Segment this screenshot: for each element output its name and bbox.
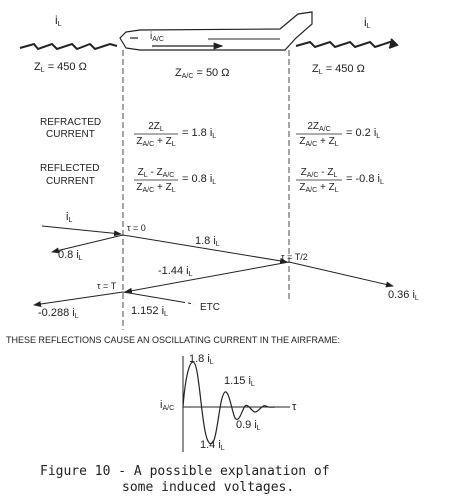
- right-reflected-result: = -0.8 $i_L$: [346, 173, 384, 186]
- right-current-label: $i_L$: [364, 15, 371, 30]
- waveform-axes: [183, 353, 290, 452]
- refracted-label-line2: CURRENT: [46, 129, 95, 140]
- left-current-label: $i_L$: [55, 13, 62, 28]
- second-reflection-label: -1.44 $i_L$: [158, 265, 193, 278]
- right-lightning-lead: [296, 39, 397, 48]
- right-refracted-result: = 0.2 $i_L$: [346, 127, 381, 140]
- right-refracted-denominator: $Z_{A/C} + Z_L$: [299, 136, 339, 148]
- caption-line1: Figure 10 - A possible explanation of: [40, 464, 330, 479]
- peak1-label: 1.8 $i_L$: [189, 353, 214, 366]
- right-reflected-numerator: $Z_{A/C} - Z_L$: [300, 167, 338, 179]
- reflected-label-line2: CURRENT: [46, 176, 95, 187]
- left-lightning-lead: [20, 44, 117, 49]
- time-half-period-label: τ = T/2: [281, 252, 308, 262]
- right-refracted-numerator: $2Z_{A/C}$: [307, 121, 331, 133]
- left-reflected-numerator: $Z_L - Z_{A/C}$: [137, 167, 175, 179]
- right-reflected-denominator: $Z_{A/C} + Z_L$: [299, 182, 339, 194]
- waveform-y-label: $i_{A/C}$: [160, 399, 175, 412]
- peak2-label: 1.15 $i_L$: [224, 375, 255, 388]
- aircraft-shape: [120, 12, 312, 50]
- second-transmitted-label: 0.36 $i_L$: [388, 289, 419, 302]
- third-transmitted-label: -0.288 $i_L$: [38, 307, 79, 320]
- first-transmitted-label: 1.8 $i_L$: [195, 235, 220, 248]
- trough2-label: 0.9 $i_L$: [236, 419, 261, 432]
- left-refracted-result: = 1.8 $i_L$: [182, 127, 217, 140]
- oscillation-note: THESE REFLECTIONS CAUSE AN OSCILLATING CURRENT IN THE AIRFRAME:: [6, 335, 341, 345]
- third-reflection-label: 1.152 $i_L$: [131, 305, 168, 318]
- aircraft-impedance-label: $Z_{A/C} = 50$ Ω: [175, 67, 230, 80]
- time-period-label: τ = T: [97, 281, 117, 291]
- left-impedance-label: $Z_L = 450$ Ω: [34, 61, 87, 74]
- left-refracted-numerator: $2Z_L$: [148, 121, 164, 133]
- aircraft-current-label: $i_{A/C}$: [150, 31, 164, 43]
- left-refracted-denominator: $Z_{A/C} + Z_L$: [136, 136, 176, 148]
- left-reflected-denominator: $Z_{A/C} + Z_L$: [136, 182, 176, 194]
- incident-current-label: $i_L$: [66, 211, 73, 224]
- reflected-label-line1: REFLECTED: [40, 163, 100, 174]
- right-impedance-label: $Z_L = 450$ Ω: [312, 63, 365, 76]
- waveform-x-label: τ: [292, 401, 297, 413]
- first-reflection-label: 0.8 $i_L$: [58, 249, 83, 262]
- left-reflected-result: = 0.8 $i_L$: [182, 173, 217, 186]
- etc-label: ETC: [200, 302, 220, 313]
- time-zero-label: τ = 0: [127, 223, 146, 233]
- trough1-label: 1.4 $i_L$: [200, 439, 225, 452]
- caption-line2: some induced voltages.: [122, 480, 295, 495]
- refracted-label-line1: REFRACTED: [40, 117, 102, 128]
